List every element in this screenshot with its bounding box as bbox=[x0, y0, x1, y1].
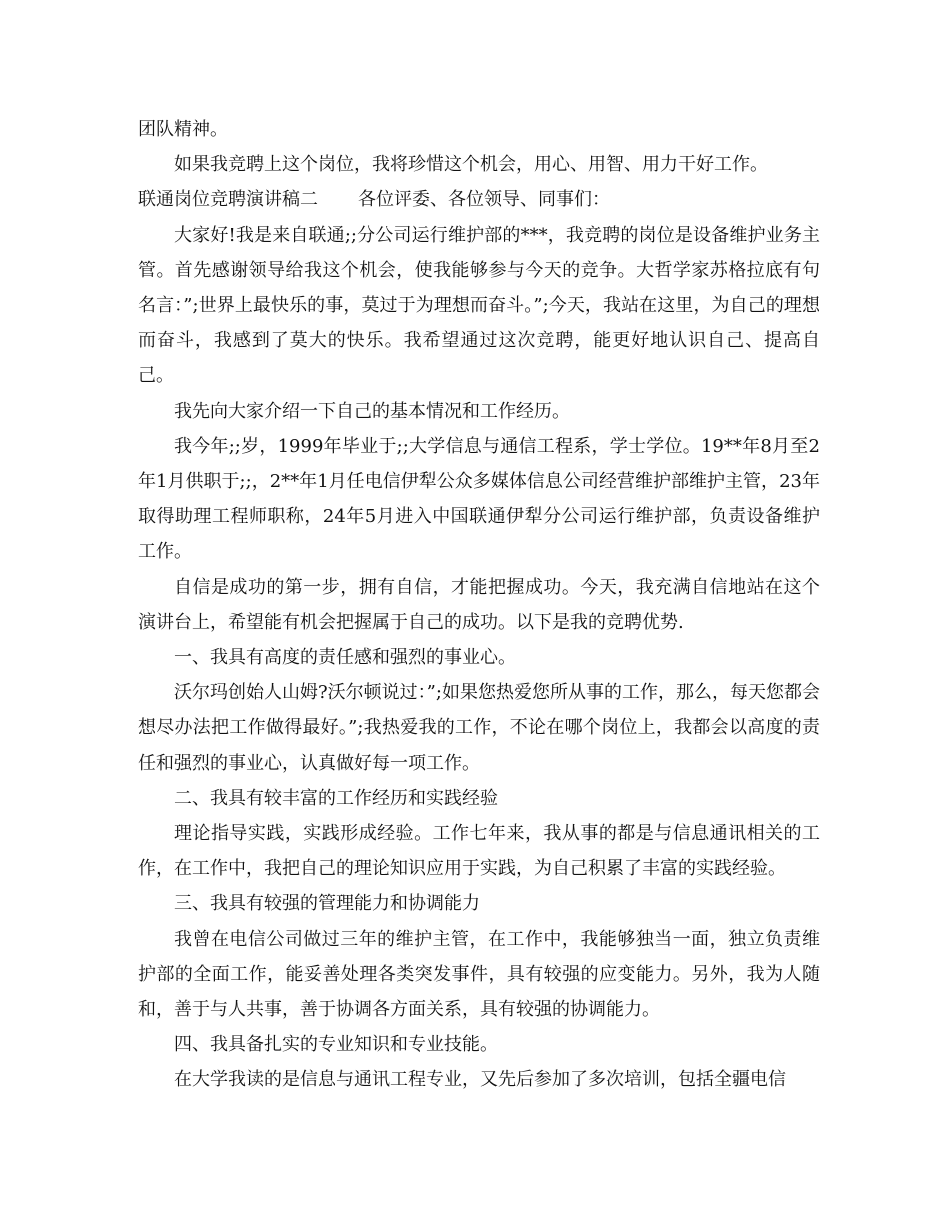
paragraph: 沃尔玛创始人山姆?沃尔顿说过：”;如果您热爱您所从事的工作，那么，每天您都会想尽办法把工作做得最好。”;我热爱我的工作，不论在哪个岗位上，我都会以高度的责任和强烈的事业心，认真做好每一项工作。 bbox=[138, 682, 820, 774]
section-heading: 二、我具有较丰富的工作经历和实践经验 bbox=[174, 787, 498, 809]
paragraph: 我今年;;岁，1999年毕业于;;大学信息与通信工程系，学士学位。19**年8月至2年1月供职于;;，2**年1月任电信伊犁公众多媒体信息公司经营维护部维护主管，23年取得助理工程师职称，24年5月进入中国联通伊犁分公司运行维护部，负责设备维护工作。 bbox=[138, 435, 820, 563]
section-heading: 一、我具有高度的责任感和强烈的事业心。 bbox=[174, 647, 516, 669]
section-title-line bbox=[138, 182, 820, 217]
section-heading: 三、我具有较强的管理能力和协调能力 bbox=[174, 893, 480, 915]
paragraph: 我先向大家介绍一下自己的基本情况和工作经历。 bbox=[174, 400, 570, 422]
section-title: 联通岗位竞聘演讲稿二 bbox=[138, 189, 318, 211]
paragraph: 如果我竞聘上这个岗位，我将珍惜这个机会，用心、用智、用力干好工作。 bbox=[174, 154, 768, 176]
paragraph: 大家好!我是来自联通;;分公司运行维护部的***，我竞聘的岗位是设备维护业务主管。首先感谢领导给我这个机会，使我能够参与今天的竞争。大哲学家苏格拉底有句名言：”;世界上最快乐的事，莫过于为理想而奋斗。”;今天，我站在这里，为自己的理想而奋斗，我感到了莫大的快乐。我希望通过这次竞聘，能更好地认识自己、提高自己。 bbox=[138, 224, 820, 387]
paragraph: 理论指导实践，实践形成经验。工作七年来，我从事的都是与信息通讯相关的工作，在工作中，我把自己的理论知识应用于实践，为自己积累了丰富的实践经验。 bbox=[138, 823, 820, 880]
paragraph: 我曾在电信公司做过三年的维护主管，在工作中，我能够独当一面，独立负责维护部的全面工作，能妥善处理各类突发事件，具有较强的应变能力。另外，我为人随和，善于与人共事，善于协调各方面关系，具有较强的协调能力。 bbox=[138, 928, 820, 1021]
paragraph: 团队精神。 bbox=[138, 119, 228, 140]
section-heading: 四、我具备扎实的专业知识和专业技能。 bbox=[174, 1034, 498, 1056]
paragraph: 自信是成功的第一步，拥有自信，才能把握成功。今天，我充满自信地站在这个演讲台上，希望能有机会把握属于自己的成功。以下是我的竞聘优势. bbox=[138, 576, 820, 633]
document-body bbox=[138, 112, 820, 1098]
paragraph: 在大学我读的是信息与通讯工程专业，又先后参加了多次培训，包括全疆电信 bbox=[174, 1069, 786, 1091]
salutation: 各位评委、各位领导、同事们： bbox=[358, 189, 610, 211]
